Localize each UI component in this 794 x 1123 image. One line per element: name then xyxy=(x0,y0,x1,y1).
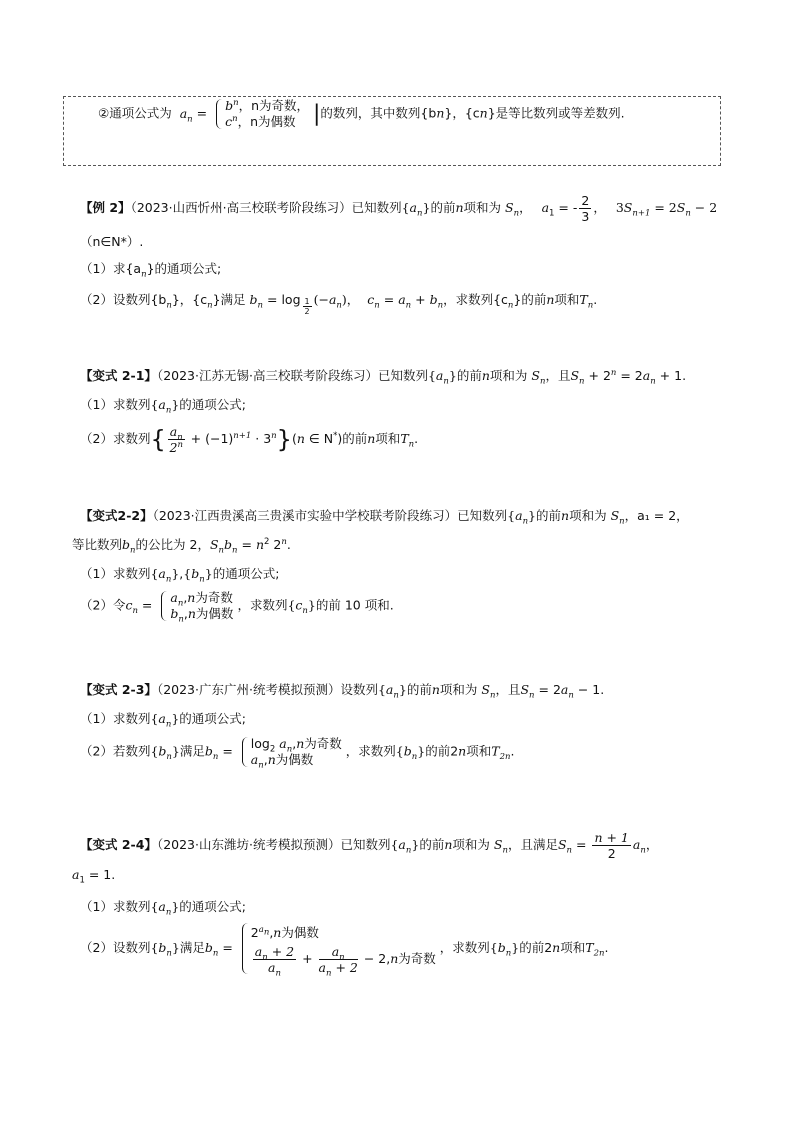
variant-2-4-line2: $a_1 = 1$. xyxy=(72,867,116,886)
example-2-q2: （2）设数列$\{b_n\}$，$\{c_n\}$满足 $b_n = \log$ $\frac{1}{2}$ $(-a_n)$， $c_n = a_n + b_n$，求数列$\{c_n\}$的前n项和$T_n$. xyxy=(80,292,598,316)
example-2-header: 【例 2】（2023·山西忻州·高三校联考阶段练习）已知数列$\{a_n\}$的前n项和为 $S_n$， $a_1$ = - $\frac{2}{3}$ ， $3S_{n+1} = 2S_n - 2$ xyxy=(80,193,718,224)
variant-2-3-header: 【变式 2-3】（2023·广东广州·统考模拟预测）设数列$\{a_n\}$的前n项和为 $S_n$，且$S_n = 2a_n - 1$. xyxy=(80,682,605,701)
variant-2-2-header: 【变式2-2】（2023·江西贵溪高三贵溪市实验中学校联考阶段练习）已知数列$\{a_n\}$的前n项和为 $S_n$，a₁ = 2， xyxy=(80,508,689,527)
variant-2-4-header: 【变式 2-4】（2023·山东潍坊·统考模拟预测）已知数列$\{a_n\}$的前n项和为 $S_n$，且满足$S_n$ = $\frac{n + 1}{2}$ $a_n$， xyxy=(80,830,659,861)
variant-2-3-q2: （2）若数列$\{b_n\}$满足$b_n$ = $\log_2 a_n,n$为奇数 $a_n,n$为偶数 ，求数列$\{b_n\}$的前2n项和$T_{2n}$. xyxy=(80,736,515,771)
piecewise-cn: $a_n,n$为奇数 $b_n,n$为偶数 xyxy=(160,590,233,622)
note-box-text: ②通项公式为 $a_n$ = $b^n$，n为奇数， $c^n$，n为偶数 |的数列，其中数列{bn}，{cn}是等比数列或等差数列. xyxy=(98,97,625,129)
variant-2-1-q1: （1）求数列$\{a_n\}$的通项公式; xyxy=(80,397,247,416)
variant-2-4-q1: （1）求数列$\{a_n\}$的通项公式; xyxy=(80,899,247,918)
variant-2-2-line2: 等比数列$b_n$的公比为 2，$S_nb_n = n^2$ 2$^n$. xyxy=(72,536,291,556)
variant-2-3-q1: （1）求数列$\{a_n\}$的通项公式; xyxy=(80,711,247,730)
example-2-cond: （n∈N*）. xyxy=(80,234,144,249)
variant-2-2-q2: （2）令$c_n$ = $a_n,n$为奇数 $b_n,n$为偶数 ，求数列$\{c_n\}$的前 10 项和. xyxy=(80,590,394,625)
example-2-q1: （1）求$\{a_n\}$的通项公式; xyxy=(80,261,222,280)
piecewise-bn-2: $2^{a_n},n$为偶数 $\frac{a_n + 2}{a_n}$ + $\frac{a_n}{a_n + 2}$ − 2,n为奇数 xyxy=(241,922,436,975)
piecewise-an: $b^n$，n为奇数， $c^n$，n为偶数 xyxy=(215,98,309,130)
variant-2-1-header: 【变式 2-1】（2023·江苏无锡·高三校联考阶段练习）已知数列$\{a_n\}$的前n项和为 $S_n$，且$S_n + 2^n = 2a_n + 1$. xyxy=(80,367,687,387)
variant-2-1-q2: （2）求数列{ $\frac{a_n}{2^n}$ + $(-1)^{n+1} \cdot 3^n\}(n$ ∈ N*)的前n项和$T_n$. xyxy=(80,424,419,455)
variant-2-4-q2: （2）设数列$\{b_n\}$满足$b_n$ = $2^{a_n},n$为偶数 $\frac{a_n + 2}{a_n}$ + $\frac{a_n}{a_n + 2}$ − 2,n为奇数 ，求数列$\{b_n\}$的前2n项和$T_{2n}$. xyxy=(80,922,608,975)
piecewise-bn: $\log_2 a_n,n$为奇数 $a_n,n$为偶数 xyxy=(241,736,342,768)
variant-2-2-q1: （1）求数列$\{a_n\},\{b_n\}$的通项公式; xyxy=(80,566,280,585)
